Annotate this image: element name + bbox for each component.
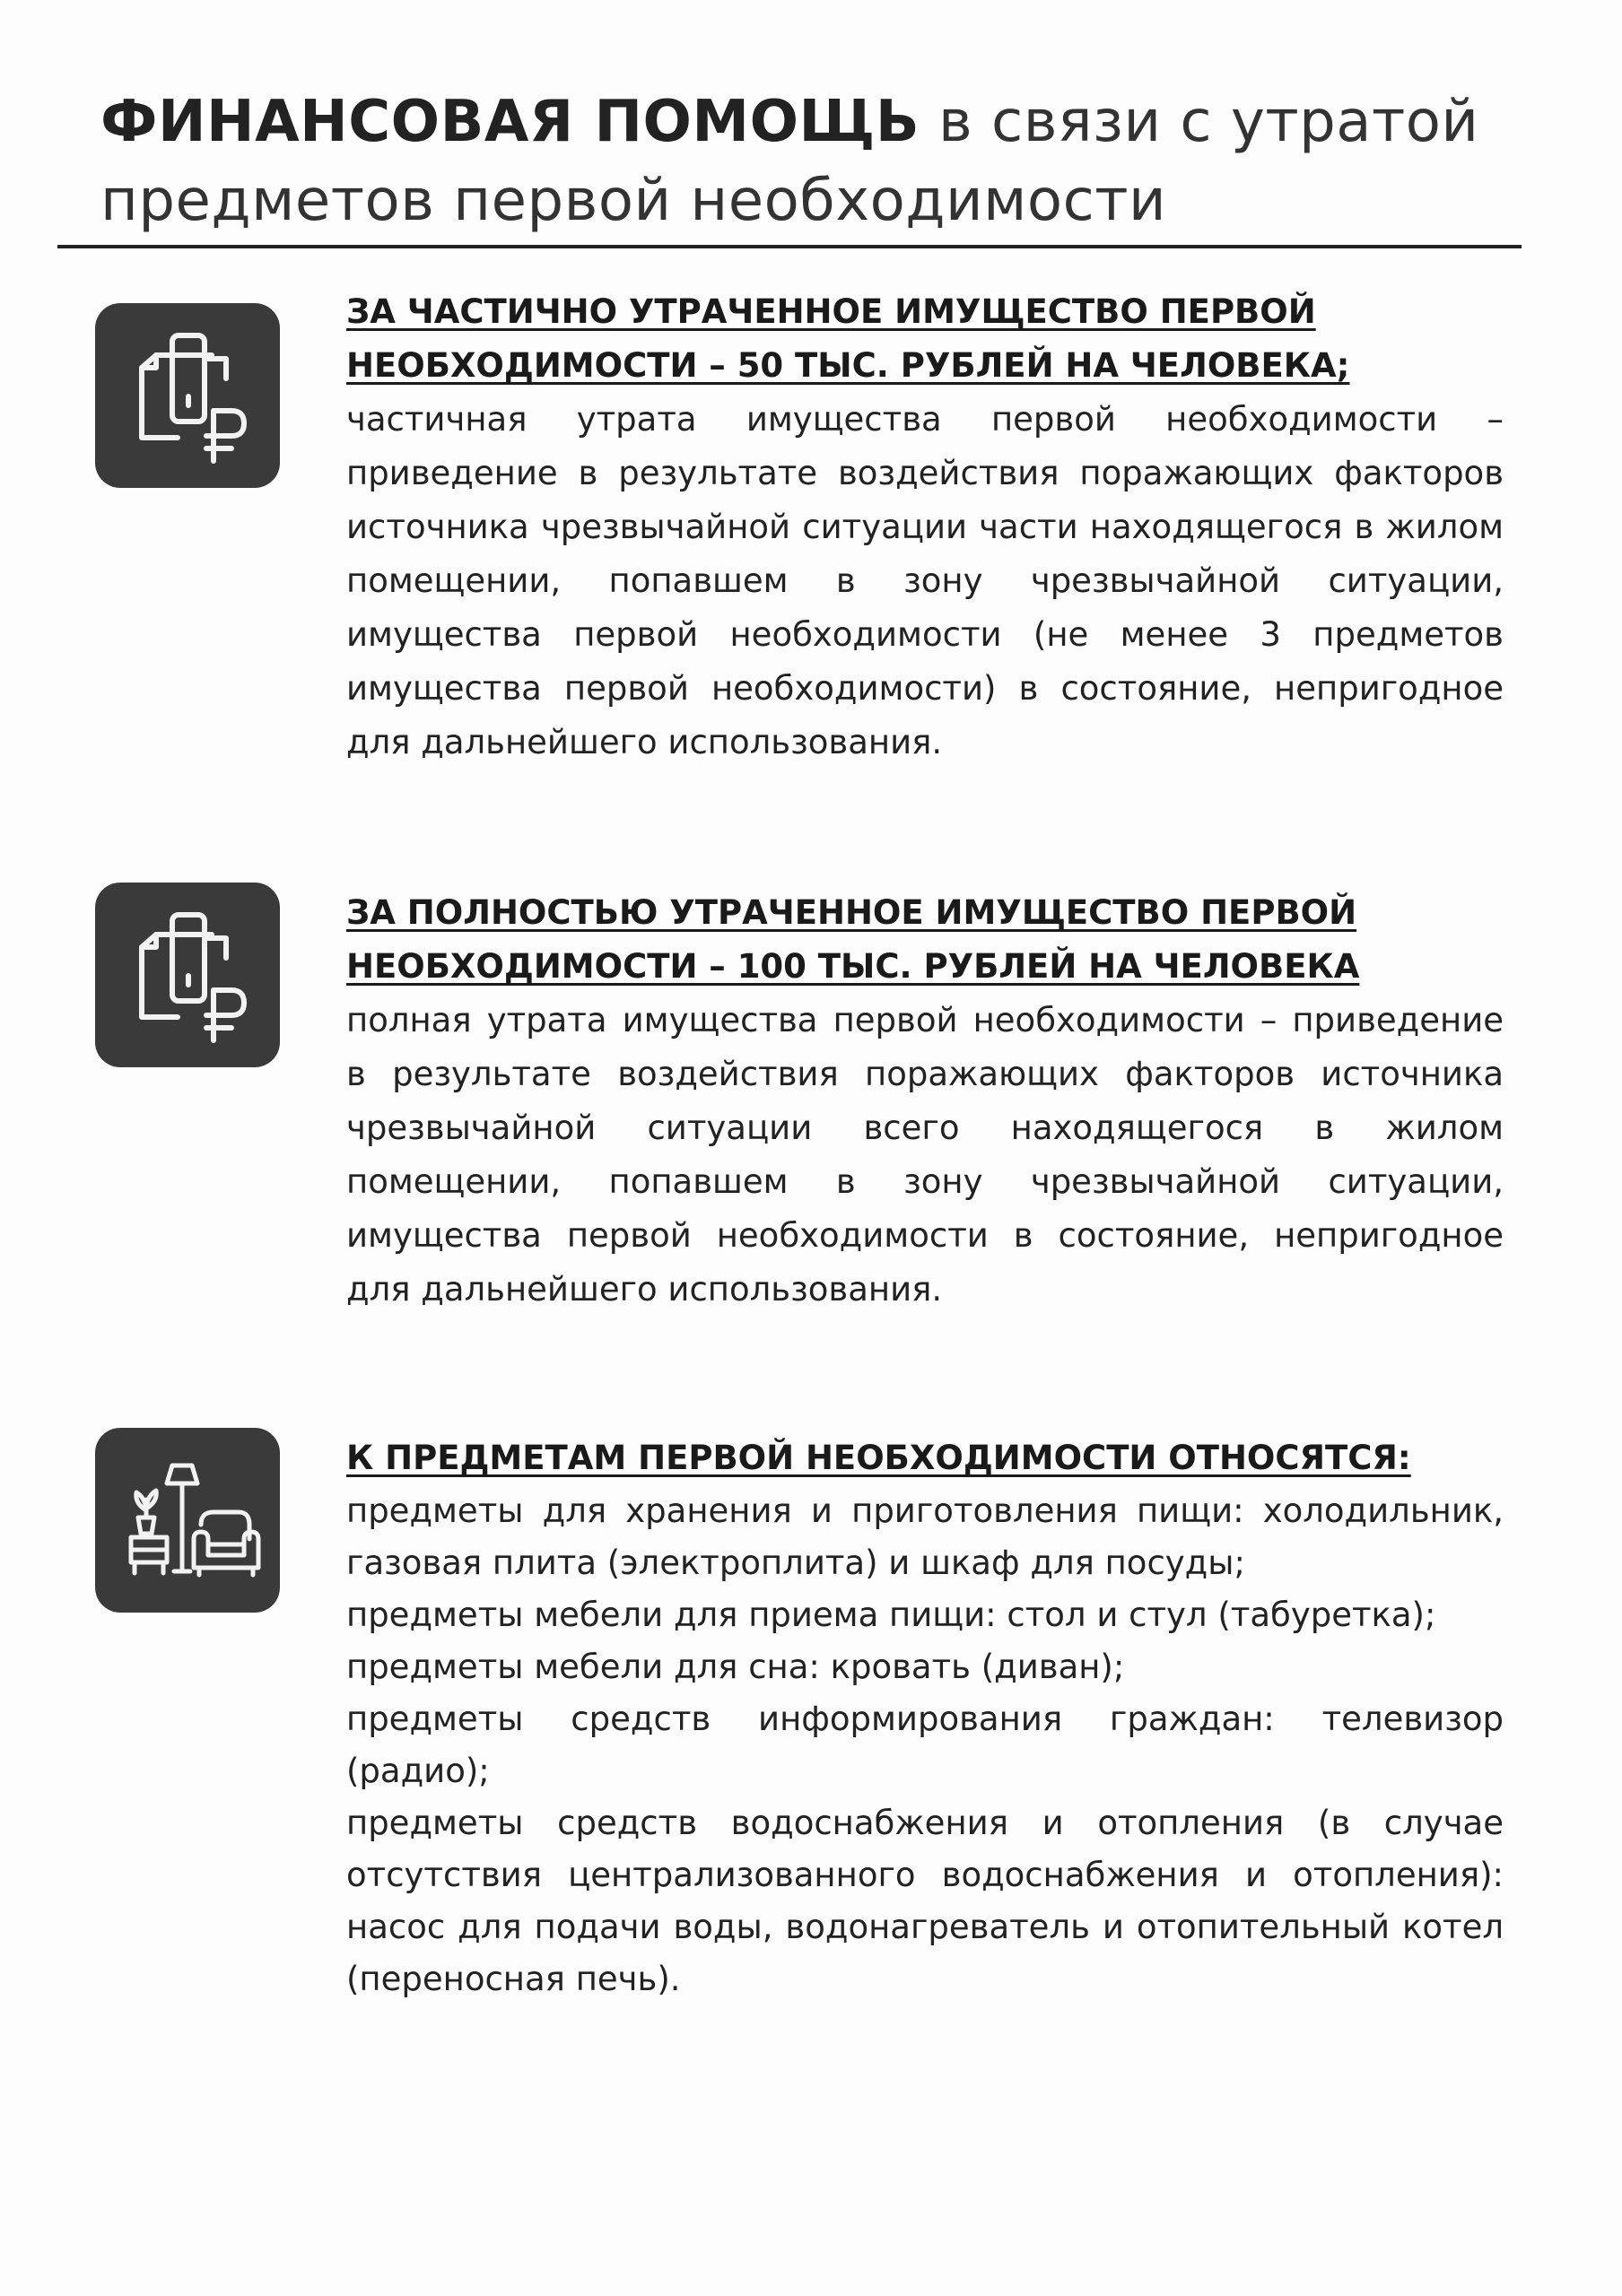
section-partial-loss-body: частичная утрата имущества первой необходимости – приведение в результате воздействия поражающих факторов источника чрезвычайной ситуации части находящегося в жилом помещении, попавшем в зону чрезвычайной ситуации, имущества первой необходимости (не менее 3 предметов имущества первой необходимости) в состояние, непригодное для дальнейшего использования. [346, 400, 1504, 761]
phone-wallet-ruble-icon [95, 883, 280, 1067]
page-title-rest: в связи с утратой предметов первой необходимости [100, 89, 1479, 234]
furniture-room-icon [95, 1428, 280, 1613]
section-partial-loss-heading: ЗА ЧАСТИЧНО УТРАЧЕННОЕ ИМУЩЕСТВО ПЕРВОЙ НЕОБХОДИМОСТИ – 50 ТЫС. РУБЛЕЙ НА ЧЕЛОВЕКА; [346, 292, 1350, 385]
section-full-loss-heading: ЗА ПОЛНОСТЬЮ УТРАЧЕННОЕ ИМУЩЕСТВО ПЕРВОЙ НЕОБХОДИМОСТИ – 100 ТЫС. РУБЛЕЙ НА ЧЕЛОВЕКА [346, 893, 1360, 986]
list-item: предметы средств информирования граждан: телевизор (радио); [346, 1700, 1504, 1790]
list-item: предметы мебели для сна: кровать (диван); [346, 1648, 1125, 1686]
list-item: предметы мебели для приема пищи: стол и стул (табуретка); [346, 1596, 1436, 1634]
section-full-loss-body: полная утрата имущества первой необходимости – приведение в результате воздействия поражающих факторов источника чрезвычайной ситуации всего находящегося в жилом помещении, попавшем в зону чрезвычайной ситуации, имущества первой необходимости в состояние, непригодное для дальнейшего использования. [346, 1001, 1504, 1309]
section-full-loss [346, 886, 1504, 1317]
phone-wallet-ruble-icon [95, 303, 280, 488]
title-divider [57, 245, 1522, 248]
section-partial-loss [346, 285, 1504, 770]
section-essential-items-heading: К ПРЕДМЕТАМ ПЕРВОЙ НЕОБХОДИМОСТИ ОТНОСЯТСЯ: [346, 1439, 1411, 1477]
list-item: предметы средств водоснабжения и отопления (в случае отсутствия централизованного водоснабжения и отопления): насос для подачи воды, водонагреватель и отопительный котел (переносная печь). [346, 1804, 1504, 1998]
list-item: предметы для хранения и приготовления пищи: холодильник, газовая плита (электроплита) и шкаф для посуды; [346, 1492, 1504, 1582]
page-title [100, 83, 1518, 240]
page-title-bold: ФИНАНСОВАЯ ПОМОЩЬ [100, 89, 920, 155]
section-essential-items [346, 1431, 1504, 2005]
